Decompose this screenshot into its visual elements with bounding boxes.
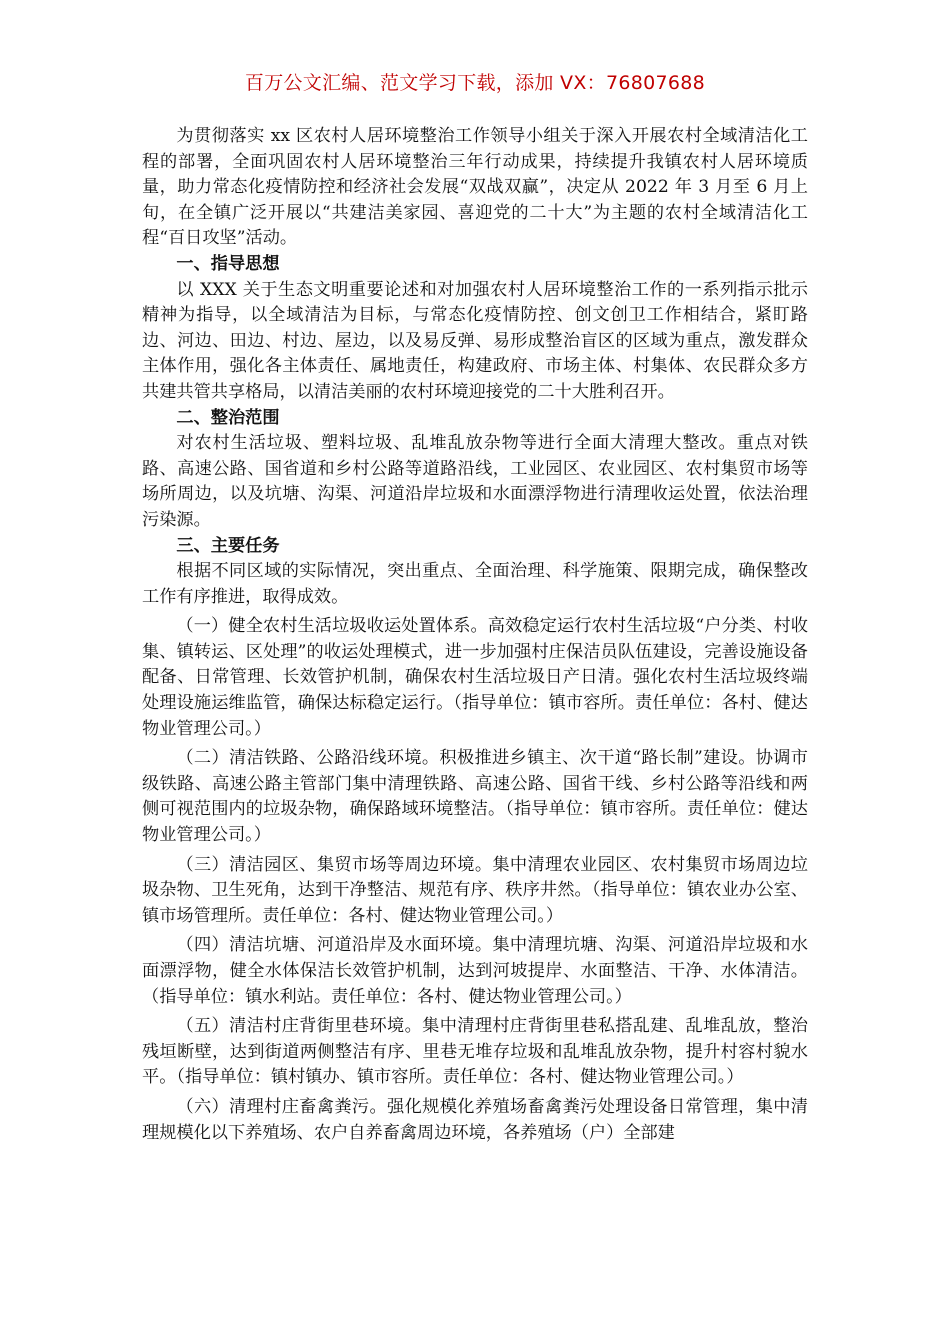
task-paragraph-2: （二）清洁铁路、公路沿线环境。积极推进乡镇主、次干道“路长制”建设。协调市级铁路、高速公路主管部门集中清理铁路、高速公路、国省干线、乡村公路等沿线和两侧可视范围内的垃圾杂物，确保路域环境整洁。（指导单位：镇市容所。责任单位：健达物业管理公司。） (142, 748, 808, 846)
intro-paragraph: 为贯彻落实 xx 区农村人居环境整治工作领导小组关于深入开展农村全域清洁化工程的部署，全面巩固农村人居环境整治三年行动成果，持续提升我镇农村人居环境质量，助力常态化疫情防控和经济社会发展“双战双赢”，决定从 2022 年 3 月至 6 月上旬，在全镇广泛开展以“共建洁美家园、喜迎党的二十大”为主题的农村全域清洁化工程“百日攻坚”活动。 (142, 126, 808, 249)
task-paragraph-3: （三）清洁园区、集贸市场等周边环境。集中清理农业园区、农村集贸市场周边垃圾杂物、卫生死角，达到干净整洁、规范有序、秩序井然。（指导单位：镇农业办公室、镇市场管理所。责任单位：各村、健达物业管理公司。） (142, 854, 808, 926)
document-body (142, 124, 808, 1146)
task-paragraph-1: （一）健全农村生活垃圾收运处置体系。高效稳定运行农村生活垃圾“户分类、村收集、镇转运、区处理”的收运处理模式，进一步加强村庄保洁员队伍建设，完善设施设备配备、日常管理、长效管护机制，确保农村生活垃圾日产日清。强化农村生活垃圾终端处理设施运维监管，确保达标稳定运行。（指导单位：镇市容所。责任单位：各村、健达物业管理公司。） (142, 616, 808, 739)
section-heading-guiding-ideology: 一、指导思想 (176, 253, 280, 274)
section-heading-scope: 二、整治范围 (176, 407, 280, 428)
section-body-scope: 对农村生活垃圾、塑料垃圾、乱堆乱放杂物等进行全面大清理大整改。重点对铁路、高速公路、国省道和乡村公路等道路沿线，工业园区、农业园区、农村集贸市场等场所周边，以及坑塘、沟渠、河道沿岸垃圾和水面漂浮物进行清理收运处置，依法治理污染源。 (142, 433, 808, 530)
task-paragraph-4: （四）清洁坑塘、河道沿岸及水面环境。集中清理坑塘、沟渠、河道沿岸垃圾和水面漂浮物，健全水体保洁长效管护机制，达到河坡提岸、水面整洁、干净、水体清洁。（指导单位：镇水利站。责任单位：各村、健达物业管理公司。） (142, 935, 808, 1007)
task-paragraph-6: （六）清理村庄畜禽粪污。强化规模化养殖场畜禽粪污处理设备日常管理，集中清理规模化以下养殖场、农户自养畜禽周边环境，各养殖场（户）全部建 (142, 1096, 808, 1143)
section-body-guiding-ideology: 以 XXX 关于生态文明重要论述和对加强农村人居环境整治工作的一系列指示批示精神为指导，以全域清洁为目标，与常态化疫情防控、创文创卫工作相结合，紧盯路边、河边、田边、村边、屋边，以及易反弹、易形成整治盲区的区域为重点，激发群众主体作用，强化各主体责任、属地责任，构建政府、市场主体、村集体、农民群众多方共建共管共享格局，以清洁美丽的农村环境迎接党的二十大胜利召开。 (142, 279, 808, 402)
task-paragraph-5: （五）清洁村庄背街里巷环境。集中清理村庄背街里巷私搭乱建、乱堆乱放，整治残垣断壁，达到街道两侧整洁有序、里巷无堆存垃圾和乱堆乱放杂物，提升村容村貌水平。（指导单位：镇村镇办、镇市容所。责任单位：各村、健达物业管理公司。） (142, 1016, 808, 1088)
header-banner: 百万公文汇编、范文学习下载，添加 VX：76807688 (244, 72, 706, 94)
section-body-main-tasks: 根据不同区域的实际情况，突出重点、全面治理、科学施策、限期完成，确保整改工作有序推进，取得成效。 (142, 561, 808, 607)
section-heading-main-tasks: 三、主要任务 (176, 535, 280, 556)
